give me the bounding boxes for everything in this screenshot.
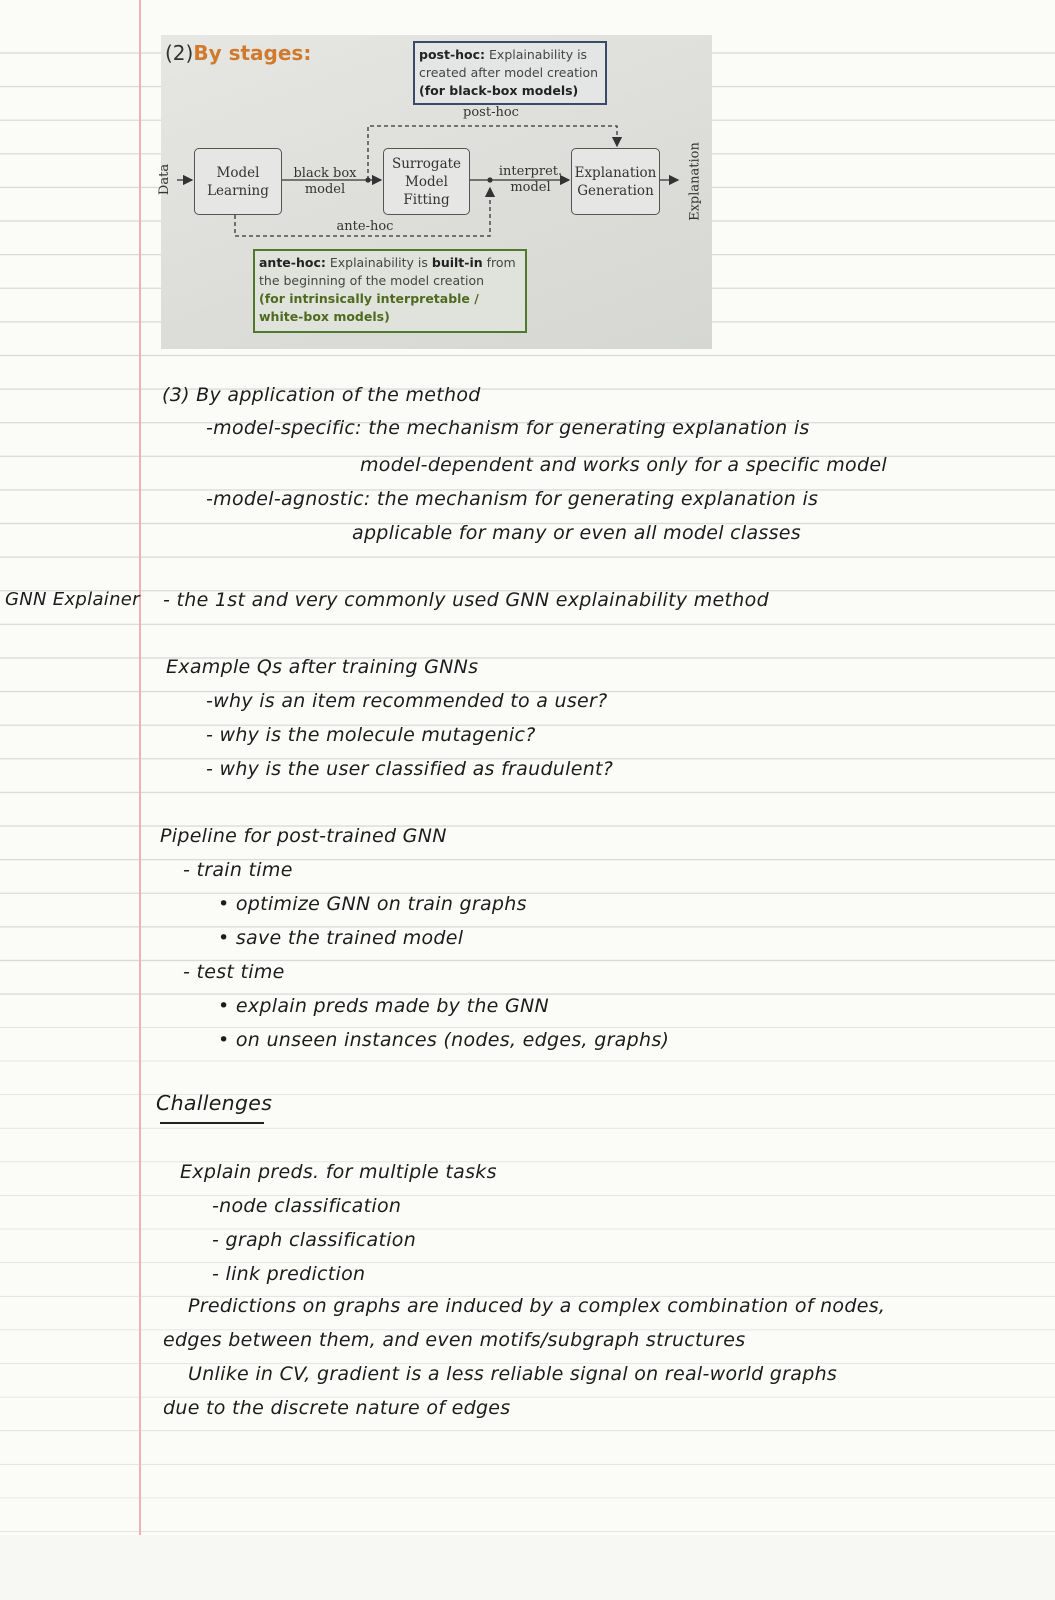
example-question-3: - why is the user classified as fraudulent?: [206, 758, 614, 780]
box-explanation: Explanation Generation: [571, 148, 660, 215]
pipeline-heading: Pipeline for post-trained GNN: [160, 825, 447, 847]
path-post-hoc: post-hoc: [463, 105, 519, 120]
section3-specific-line2: model-dependent and works only for a specific model: [360, 454, 887, 476]
challenges-tasks-heading: Explain preds. for multiple tasks: [180, 1161, 497, 1183]
post-hoc-note: (for black-box models): [419, 83, 579, 98]
margin-line: [139, 0, 141, 1535]
section3-agnostic-line1: -model-agnostic: the mechanism for generating explanation is: [206, 488, 819, 510]
edge-black-box: black box model: [293, 166, 357, 197]
example-question-1: -why is an item recommended to a user?: [206, 690, 608, 712]
stage-number: (2): [165, 41, 194, 65]
path-ante-hoc: ante-hoc: [336, 219, 394, 234]
ante-hoc-callout: [253, 249, 527, 333]
example-heading: Example Qs after training GNNs: [166, 656, 479, 678]
box-surrogate: Surrogate Model Fitting: [383, 148, 470, 215]
gnn-explainer-description: - the 1st and very commonly used GNN explainability method: [163, 589, 769, 611]
pipeline-test-step-1: • explain preds made by the GNN: [218, 995, 550, 1017]
page-bottom: [0, 1535, 1055, 1600]
section3-heading: (3) By application of the method: [162, 384, 481, 406]
edge-interpret: interpret. model: [498, 164, 563, 195]
stages-figure: [157, 35, 712, 349]
task-node-classification: -node classification: [212, 1195, 402, 1217]
section3-agnostic-line2: applicable for many or even all model classes: [352, 522, 801, 544]
section3-specific-line1: -model-specific: the mechanism for generating explanation is: [206, 417, 810, 439]
ante-hoc-bold: built-in: [431, 255, 483, 270]
flow-output-label: Explanation: [687, 142, 703, 221]
pipeline-train-step-2: • save the trained model: [218, 927, 464, 949]
challenges-heading: Challenges: [156, 1091, 273, 1115]
example-question-2: - why is the molecule mutagenic?: [206, 724, 536, 746]
ante-hoc-text-b: from the beginning of the model creation: [259, 255, 516, 288]
pipeline-test-time: - test time: [183, 961, 285, 983]
challenge-paragraph-1-line1: Predictions on graphs are induced by a complex combination of nodes,: [188, 1295, 886, 1317]
pipeline-train-step-1: • optimize GNN on train graphs: [218, 893, 527, 915]
challenge-paragraph-2-line1: Unlike in CV, gradient is a less reliable signal on real-world graphs: [188, 1363, 838, 1385]
ante-hoc-note: (for intrinsically interpretable / white-box models): [259, 291, 479, 324]
pipeline-test-step-2: • on unseen instances (nodes, edges, graphs): [218, 1029, 670, 1051]
flow-input-label: Data: [157, 163, 173, 196]
stage-title-text: By stages:: [193, 41, 312, 65]
margin-label-gnn-explainer: GNN Explainer: [5, 589, 140, 610]
task-link-prediction: - link prediction: [212, 1263, 366, 1285]
post-hoc-text: Explainability is created after model creation: [419, 47, 599, 80]
ante-hoc-text-a: Explainability is: [329, 255, 428, 270]
ante-hoc-term: ante-hoc:: [259, 255, 326, 270]
pipeline-train-time: - train time: [183, 859, 293, 881]
task-graph-classification: - graph classification: [212, 1229, 417, 1251]
challenge-paragraph-2-line2: due to the discrete nature of edges: [163, 1397, 511, 1419]
challenge-paragraph-1-line2: edges between them, and even motifs/subgraph structures: [163, 1329, 746, 1351]
challenges-underline: [160, 1122, 264, 1124]
post-hoc-term: post-hoc:: [419, 47, 486, 62]
box-model-learning: Model Learning: [194, 148, 282, 215]
